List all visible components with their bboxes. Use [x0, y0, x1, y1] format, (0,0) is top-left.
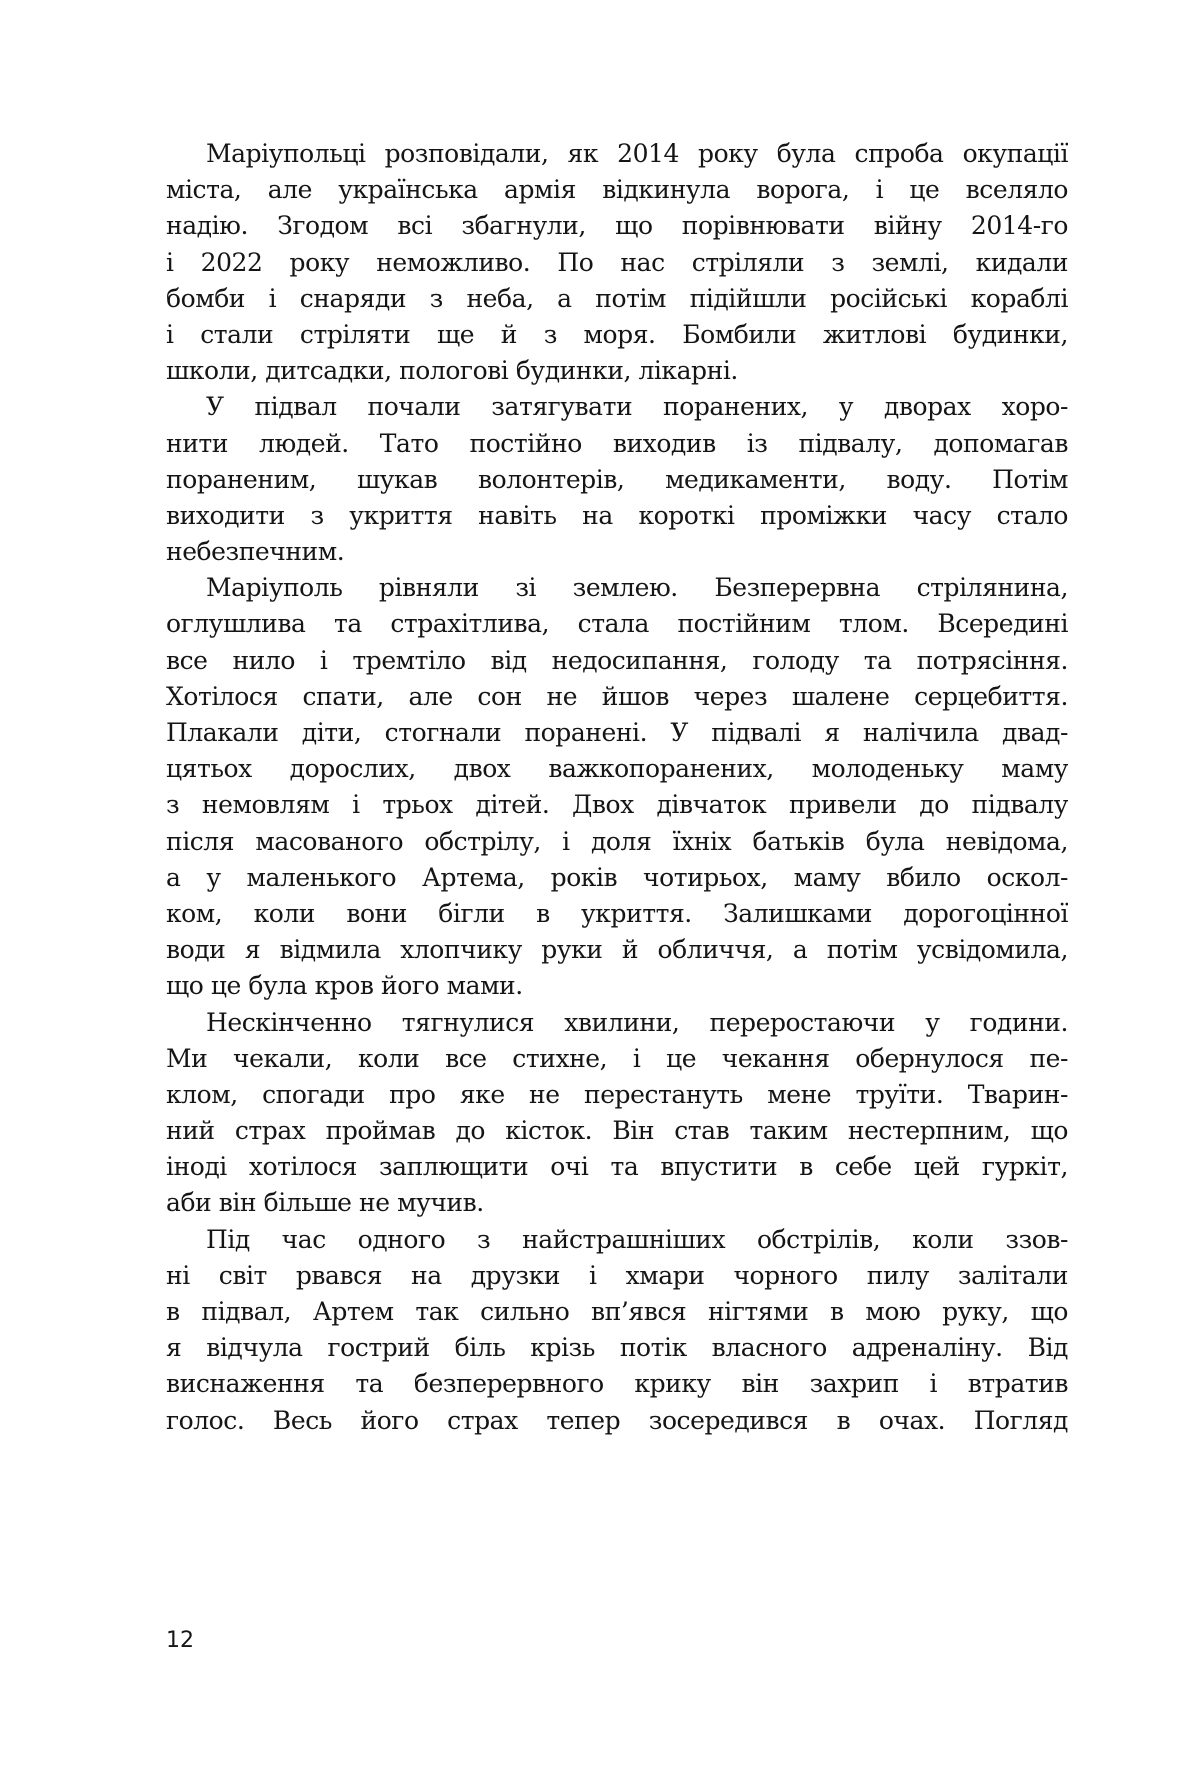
text-line: і 2022 року неможливо. По нас стріляли з землі, кидали [166, 247, 1068, 277]
text-line: Маріуполь рівняли зі землею. Безперервна стрілянина, [206, 573, 1068, 603]
text-line: бомби і снаряди з неба, а потім підійшли російські кораблі [166, 283, 1068, 313]
text-line: школи, дитсадки, пологові будинки, лікарні. [166, 356, 738, 386]
text-line: міста, але українська армія відкинула ворога, і це вселяло [166, 175, 1068, 205]
text-line: води я відмила хлопчику руки й обличчя, а потім усвідомила, [166, 935, 1068, 965]
text-line: Маріупольці розповідали, як 2014 року була спроба окупації [206, 139, 1068, 168]
text-line: пораненим, шукав волонтерів, медикаменти, воду. Потім [166, 464, 1068, 494]
paragraph [166, 1005, 1068, 1222]
paragraph [166, 570, 1068, 1004]
text-line: ні світ рвався на друзки і хмари чорного пилу залітали [166, 1260, 1068, 1290]
text-line: аби він більше не мучив. [166, 1188, 484, 1218]
text-line: іноді хотілося заплющити очі та впустити в себе цей гуркіт, [166, 1152, 1068, 1182]
text-line: небезпечним. [166, 537, 345, 567]
text-line: ний страх проймав до кісток. Він став таким нестерпним, що [166, 1116, 1068, 1146]
text-line: після масованого обстрілу, і доля їхніх батьків була невідома, [166, 826, 1068, 856]
text-line: Під час одного з найстрашніших обстрілів, коли ззов- [206, 1224, 1068, 1254]
paragraph [166, 136, 1068, 389]
paragraph [166, 389, 1068, 570]
text-line: ком, коли вони бігли в укриття. Залишками дорогоцінної [166, 898, 1068, 928]
text-line: що це була кров його мами. [166, 971, 523, 1001]
text-line: У підвал почали затягувати поранених, у дворах хоро- [206, 392, 1068, 422]
text-line: цятьох дорослих, двох важкопоранених, молоденьку маму [166, 754, 1068, 784]
text-line: нити людей. Тато постійно виходив із підвалу, допомагав [166, 428, 1068, 458]
paragraph [166, 1222, 1068, 1439]
text-line: клом, спогади про яке не перестануть мене труїти. Тварин- [166, 1079, 1068, 1109]
text-line: голос. Весь його страх тепер зосередився в очах. Погляд [166, 1405, 1068, 1435]
text-line: Хотілося спати, але сон не йшов через шалене серцебиття. [166, 681, 1068, 711]
text-line: Нескінченно тягнулися хвилини, переростаючи у години. [206, 1007, 1068, 1037]
page-number: 12 [166, 1628, 194, 1653]
text-line: виснаження та безперервного крику він захрип і втратив [166, 1369, 1068, 1399]
text-line: я відчула гострий біль крізь потік власного адреналіну. Від [166, 1333, 1068, 1363]
text-line: а у маленького Артема, років чотирьох, маму вбило оскол- [166, 862, 1068, 892]
text-line: в підвал, Артем так сильно вп’явся нігтями в мою руку, що [166, 1297, 1068, 1326]
text-line: виходити з укриття навіть на короткі проміжки часу стало [166, 500, 1068, 530]
text-line: все нило і тремтіло від недосипання, голоду та потрясіння. [166, 645, 1068, 675]
text-line: Плакали діти, стогнали поранені. У підвалі я налічила двад- [166, 718, 1068, 747]
text-line: оглушлива та страхітлива, стала постійним тлом. Всередині [166, 609, 1068, 639]
text-line: надію. Згодом всі збагнули, що порівнювати війну 2014-го [166, 211, 1068, 241]
text-line: Ми чекали, коли все стихне, і це чекання обернулося пе- [166, 1043, 1068, 1073]
text-line: з немовлям і трьох дітей. Двох дівчаток привели до підвалу [166, 790, 1068, 820]
text-line: і стали стріляти ще й з моря. Бомбили житлові будинки, [166, 319, 1068, 349]
body-text [166, 136, 1068, 1439]
